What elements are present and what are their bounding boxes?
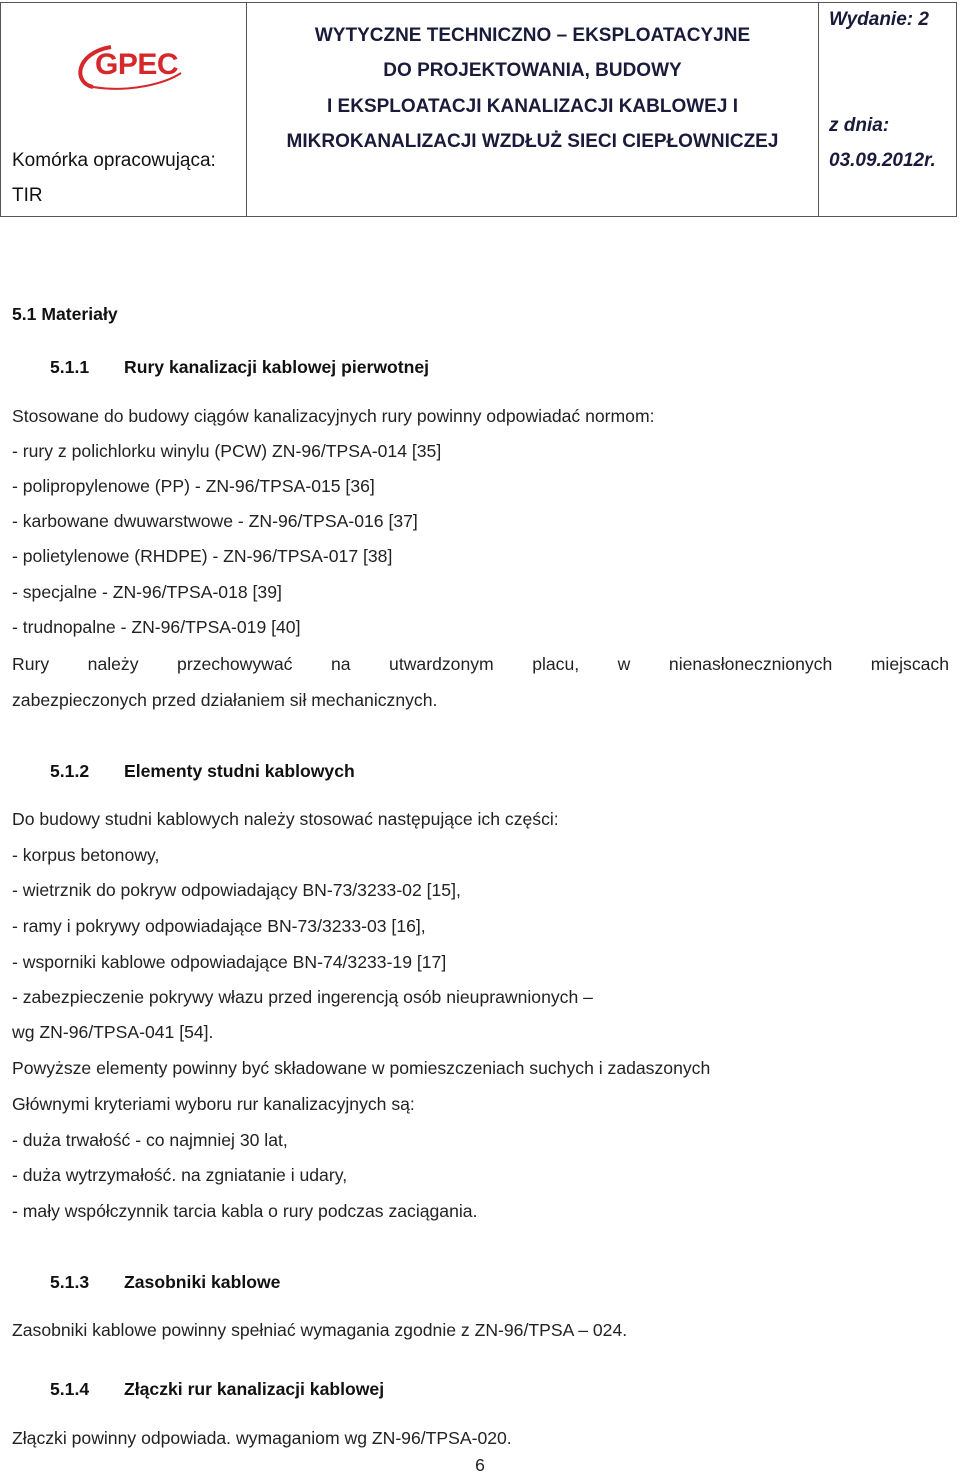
- subsection-number: 5.1.1: [50, 357, 90, 377]
- paragraph-line: Zasobniki kablowe powinny spełniać wymagania zgodnie z ZN-96/TPSA – 024.: [12, 1320, 628, 1340]
- logo-text: GPEC: [95, 48, 179, 81]
- list-item: - mały współczynnik tarcia kabla o rury podczas zaciągania.: [12, 1201, 478, 1221]
- list-item: - rury z polichlorku winylu (PCW) ZN-96/TPSA-014 [35]: [12, 441, 442, 461]
- list-item: - duża wytrzymałość. na zgniatanie i udary,: [12, 1165, 348, 1185]
- list-item: - wietrznik do pokryw odpowiadający BN-73/3233-02 [15],: [12, 880, 461, 900]
- subsection-title: Elementy studni kablowych: [124, 761, 355, 781]
- header-edition-cell: [819, 3, 956, 216]
- subsection-title: Zasobniki kablowe: [124, 1272, 281, 1292]
- gpec-logo: [71, 43, 186, 91]
- subsection-number: 5.1.4: [50, 1379, 90, 1399]
- header-title-cell: [247, 3, 819, 216]
- date-value: 03.09.2012r.: [829, 150, 936, 171]
- date-label: z dnia:: [829, 115, 890, 136]
- subsection-number: 5.1.3: [50, 1272, 90, 1292]
- section-title: 5.1 Materiały: [12, 304, 118, 324]
- edition-label: Wydanie: 2: [829, 9, 929, 30]
- paragraph-line: Rury należy przechowywać na utwardzonym placu, w nienasłonecznionych miejscach: [12, 654, 949, 674]
- list-item: - polipropylenowe (PP) - ZN-96/TPSA-015 [36]: [12, 476, 375, 496]
- unit-label: Komórka opracowująca:: [12, 150, 216, 171]
- doc-title-line-1: WYTYCZNE TECHNICZNO – EKSPLOATACYJNE: [314, 25, 751, 46]
- unit-value: TIR: [12, 185, 43, 206]
- list-item: - polietylenowe (RHDPE) - ZN-96/TPSA-017 [38]: [12, 546, 393, 566]
- paragraph-line: Powyższe elementy powinny być składowane w pomieszczeniach suchych i zadaszonych: [12, 1058, 711, 1078]
- list-item: - zabezpieczenie pokrywy włazu przed ingerencją osób nieuprawnionych –: [12, 987, 593, 1007]
- subsection-title: Złączki rur kanalizacji kablowej: [124, 1379, 385, 1399]
- header-left-cell: [1, 3, 247, 216]
- list-item: - korpus betonowy,: [12, 845, 160, 865]
- list-item: - ramy i pokrywy odpowiadające BN-73/3233-03 [16],: [12, 916, 426, 936]
- page-number: 6: [475, 1455, 485, 1475]
- subsection-number: 5.1.2: [50, 761, 90, 781]
- list-item: - duża trwałość - co najmniej 30 lat,: [12, 1130, 288, 1150]
- paragraph-line: Do budowy studni kablowych należy stosować następujące ich części:: [12, 809, 559, 829]
- document-header: [0, 2, 957, 217]
- paragraph-line: Złączki powinny odpowiada. wymaganiom wg ZN-96/TPSA-020.: [12, 1428, 512, 1448]
- paragraph-line: Głównymi kryteriami wyboru rur kanalizacyjnych są:: [12, 1094, 415, 1114]
- list-item: - karbowane dwuwarstwowe - ZN-96/TPSA-016 [37]: [12, 511, 418, 531]
- doc-title-line-4: MIKROKANALIZACJI WZDŁUŻ SIECI CIEPŁOWNICZEJ: [286, 131, 779, 152]
- list-item: - wsporniki kablowe odpowiadające BN-74/3233-19 [17]: [12, 952, 447, 972]
- list-item: - specjalne - ZN-96/TPSA-018 [39]: [12, 582, 282, 602]
- paragraph-line: zabezpieczonych przed działaniem sił mechanicznych.: [12, 690, 438, 710]
- paragraph-line: Stosowane do budowy ciągów kanalizacyjnych rury powinny odpowiadać normom:: [12, 406, 655, 426]
- doc-title-line-3: I EKSPLOATACJI KANALIZACJI KABLOWEJ I: [327, 96, 738, 117]
- doc-title-line-2: DO PROJEKTOWANIA, BUDOWY: [383, 60, 682, 81]
- list-item: - trudnopalne - ZN-96/TPSA-019 [40]: [12, 617, 301, 637]
- subsection-title: Rury kanalizacji kablowej pierwotnej: [124, 357, 430, 377]
- list-item: wg ZN-96/TPSA-041 [54].: [12, 1022, 214, 1042]
